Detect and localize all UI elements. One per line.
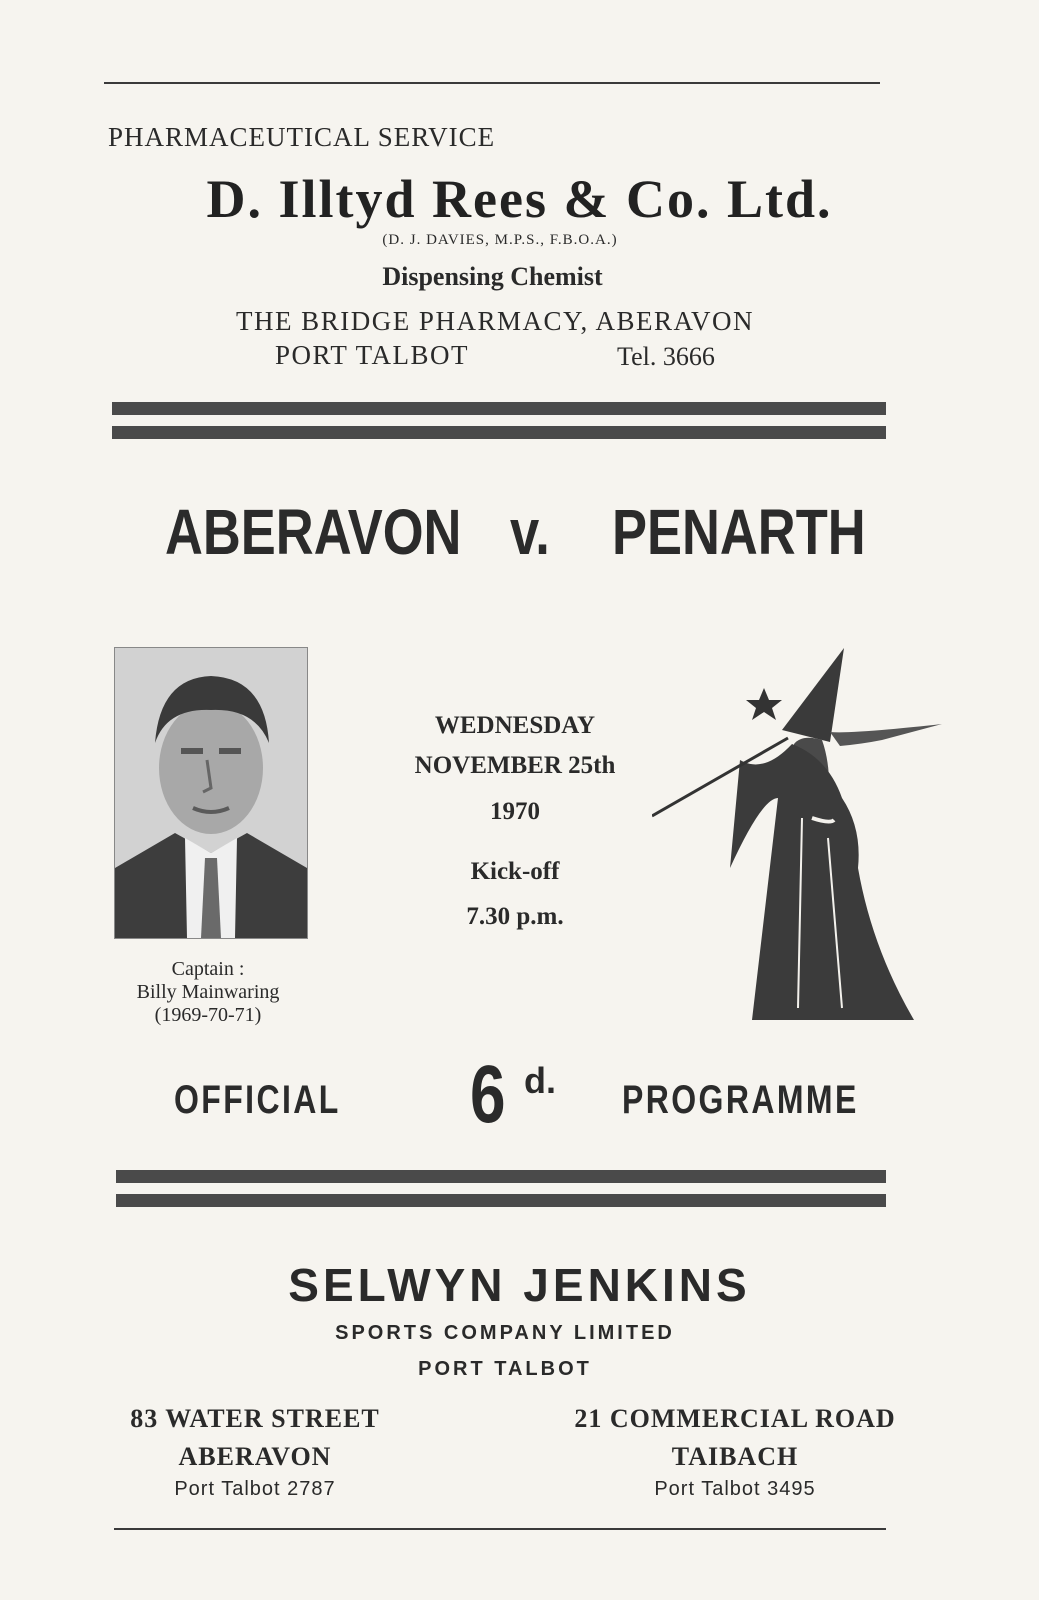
official-label: OFFICIAL xyxy=(174,1078,341,1122)
divider-thick-1b xyxy=(112,426,886,439)
shop-1-street: 83 WATER STREET xyxy=(130,1404,380,1433)
divider-thick-1a xyxy=(112,402,886,415)
versus-label: v. xyxy=(510,496,550,568)
bottom-rule xyxy=(114,1528,886,1530)
captain-caption-title: Captain : xyxy=(171,958,245,980)
pharmacy-telephone: Tel. 3666 xyxy=(617,342,715,371)
sports-company-town: PORT TALBOT xyxy=(418,1358,592,1380)
top-rule xyxy=(104,82,880,84)
sports-company-subtitle: SPORTS COMPANY LIMITED xyxy=(335,1322,675,1344)
sports-company-name: SELWYN JENKINS xyxy=(288,1259,751,1311)
pharmaceutical-service-heading: PHARMACEUTICAL SERVICE xyxy=(108,122,496,152)
wizard-icon xyxy=(652,648,952,1040)
shop-2-town: TAIBACH xyxy=(671,1442,799,1471)
match-year: 1970 xyxy=(490,798,540,825)
shop-2-street: 21 COMMERCIAL ROAD xyxy=(574,1404,896,1433)
pharmacy-address-line2: PORT TALBOT xyxy=(275,340,469,370)
captain-portrait-image xyxy=(115,648,307,938)
shop-1-telephone: Port Talbot 2787 xyxy=(174,1478,336,1500)
divider-thick-2b xyxy=(116,1194,886,1207)
shop-1-town: ABERAVON xyxy=(178,1442,332,1471)
captain-caption-name: Billy Mainwaring xyxy=(136,981,280,1003)
home-team: ABERAVON xyxy=(165,496,462,568)
kickoff-time: 7.30 p.m. xyxy=(466,903,564,930)
divider-thick-2a xyxy=(116,1170,886,1183)
pharmacy-company-name: D. Illtyd Rees & Co. Ltd. xyxy=(206,169,833,229)
captain-photo xyxy=(114,647,308,939)
shop-2-telephone: Port Talbot 3495 xyxy=(654,1478,816,1500)
programme-price-unit: d. xyxy=(524,1060,556,1101)
programme-label: PROGRAMME xyxy=(622,1078,859,1122)
captain-caption-years: (1969-70-71) xyxy=(154,1004,262,1026)
programme-price: 6 xyxy=(470,1049,506,1140)
pharmacy-trade: Dispensing Chemist xyxy=(382,262,603,291)
pharmacy-proprietor: (D. J. DAVIES, M.P.S., F.B.O.A.) xyxy=(382,232,618,248)
match-day: WEDNESDAY xyxy=(434,712,596,739)
match-date: NOVEMBER 25th xyxy=(414,752,616,779)
pharmacy-address-line1: THE BRIDGE PHARMACY, ABERAVON xyxy=(235,306,755,336)
away-team: PENARTH xyxy=(612,496,866,568)
captain-caption xyxy=(108,958,308,1027)
kickoff-label: Kick-off xyxy=(470,858,560,885)
